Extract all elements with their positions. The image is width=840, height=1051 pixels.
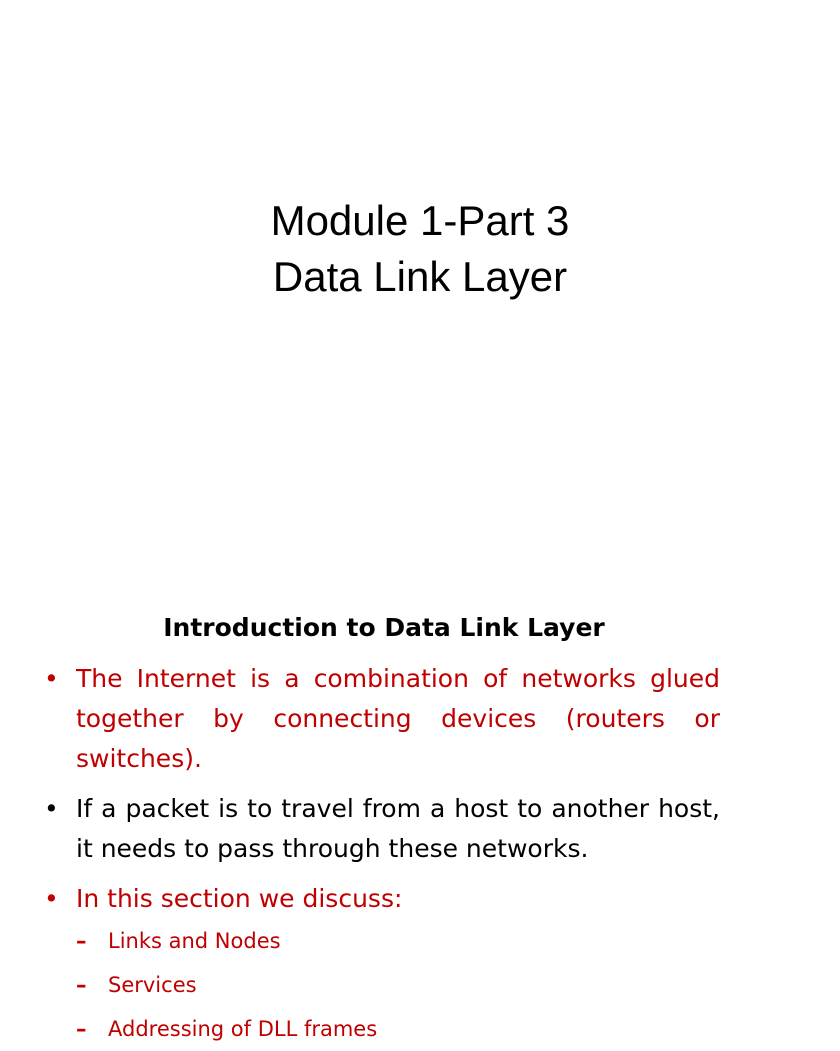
dash-icon: – [76, 973, 87, 997]
sub-item [76, 963, 768, 1007]
bullet-text: The Internet is a combination of networks glued together by connecting devices (routers or switches). [76, 664, 720, 773]
bullet-icon: • [44, 884, 59, 913]
sub-item-text: Addressing of DLL frames [108, 1017, 378, 1041]
sub-list [0, 919, 768, 1051]
title-line-1: Module 1-Part 3 [270, 197, 570, 244]
bullet-icon: • [44, 664, 59, 693]
bullet-item [44, 879, 720, 919]
bullet-text: In this section we discuss: [76, 884, 403, 913]
slide-introduction [0, 576, 768, 1041]
section-heading: Introduction to Data Link Layer [163, 613, 605, 642]
bullet-text: If a packet is to travel from a host to another host, it needs to pass through these networks. [76, 794, 720, 863]
slide-title-text [0, 193, 840, 305]
sub-item [76, 919, 768, 963]
bullet-list [0, 659, 768, 1051]
sub-item [76, 1007, 768, 1051]
bullet-icon: • [44, 794, 59, 823]
sub-item-text: Links and Nodes [108, 929, 281, 953]
sub-item-text: Services [108, 973, 197, 997]
title-line-2: Data Link Layer [272, 253, 568, 300]
sub-list-container [0, 919, 768, 1051]
dash-icon: – [76, 1017, 87, 1041]
bullet-item [44, 789, 720, 869]
bullet-item [44, 659, 720, 779]
dash-icon: – [76, 929, 87, 953]
